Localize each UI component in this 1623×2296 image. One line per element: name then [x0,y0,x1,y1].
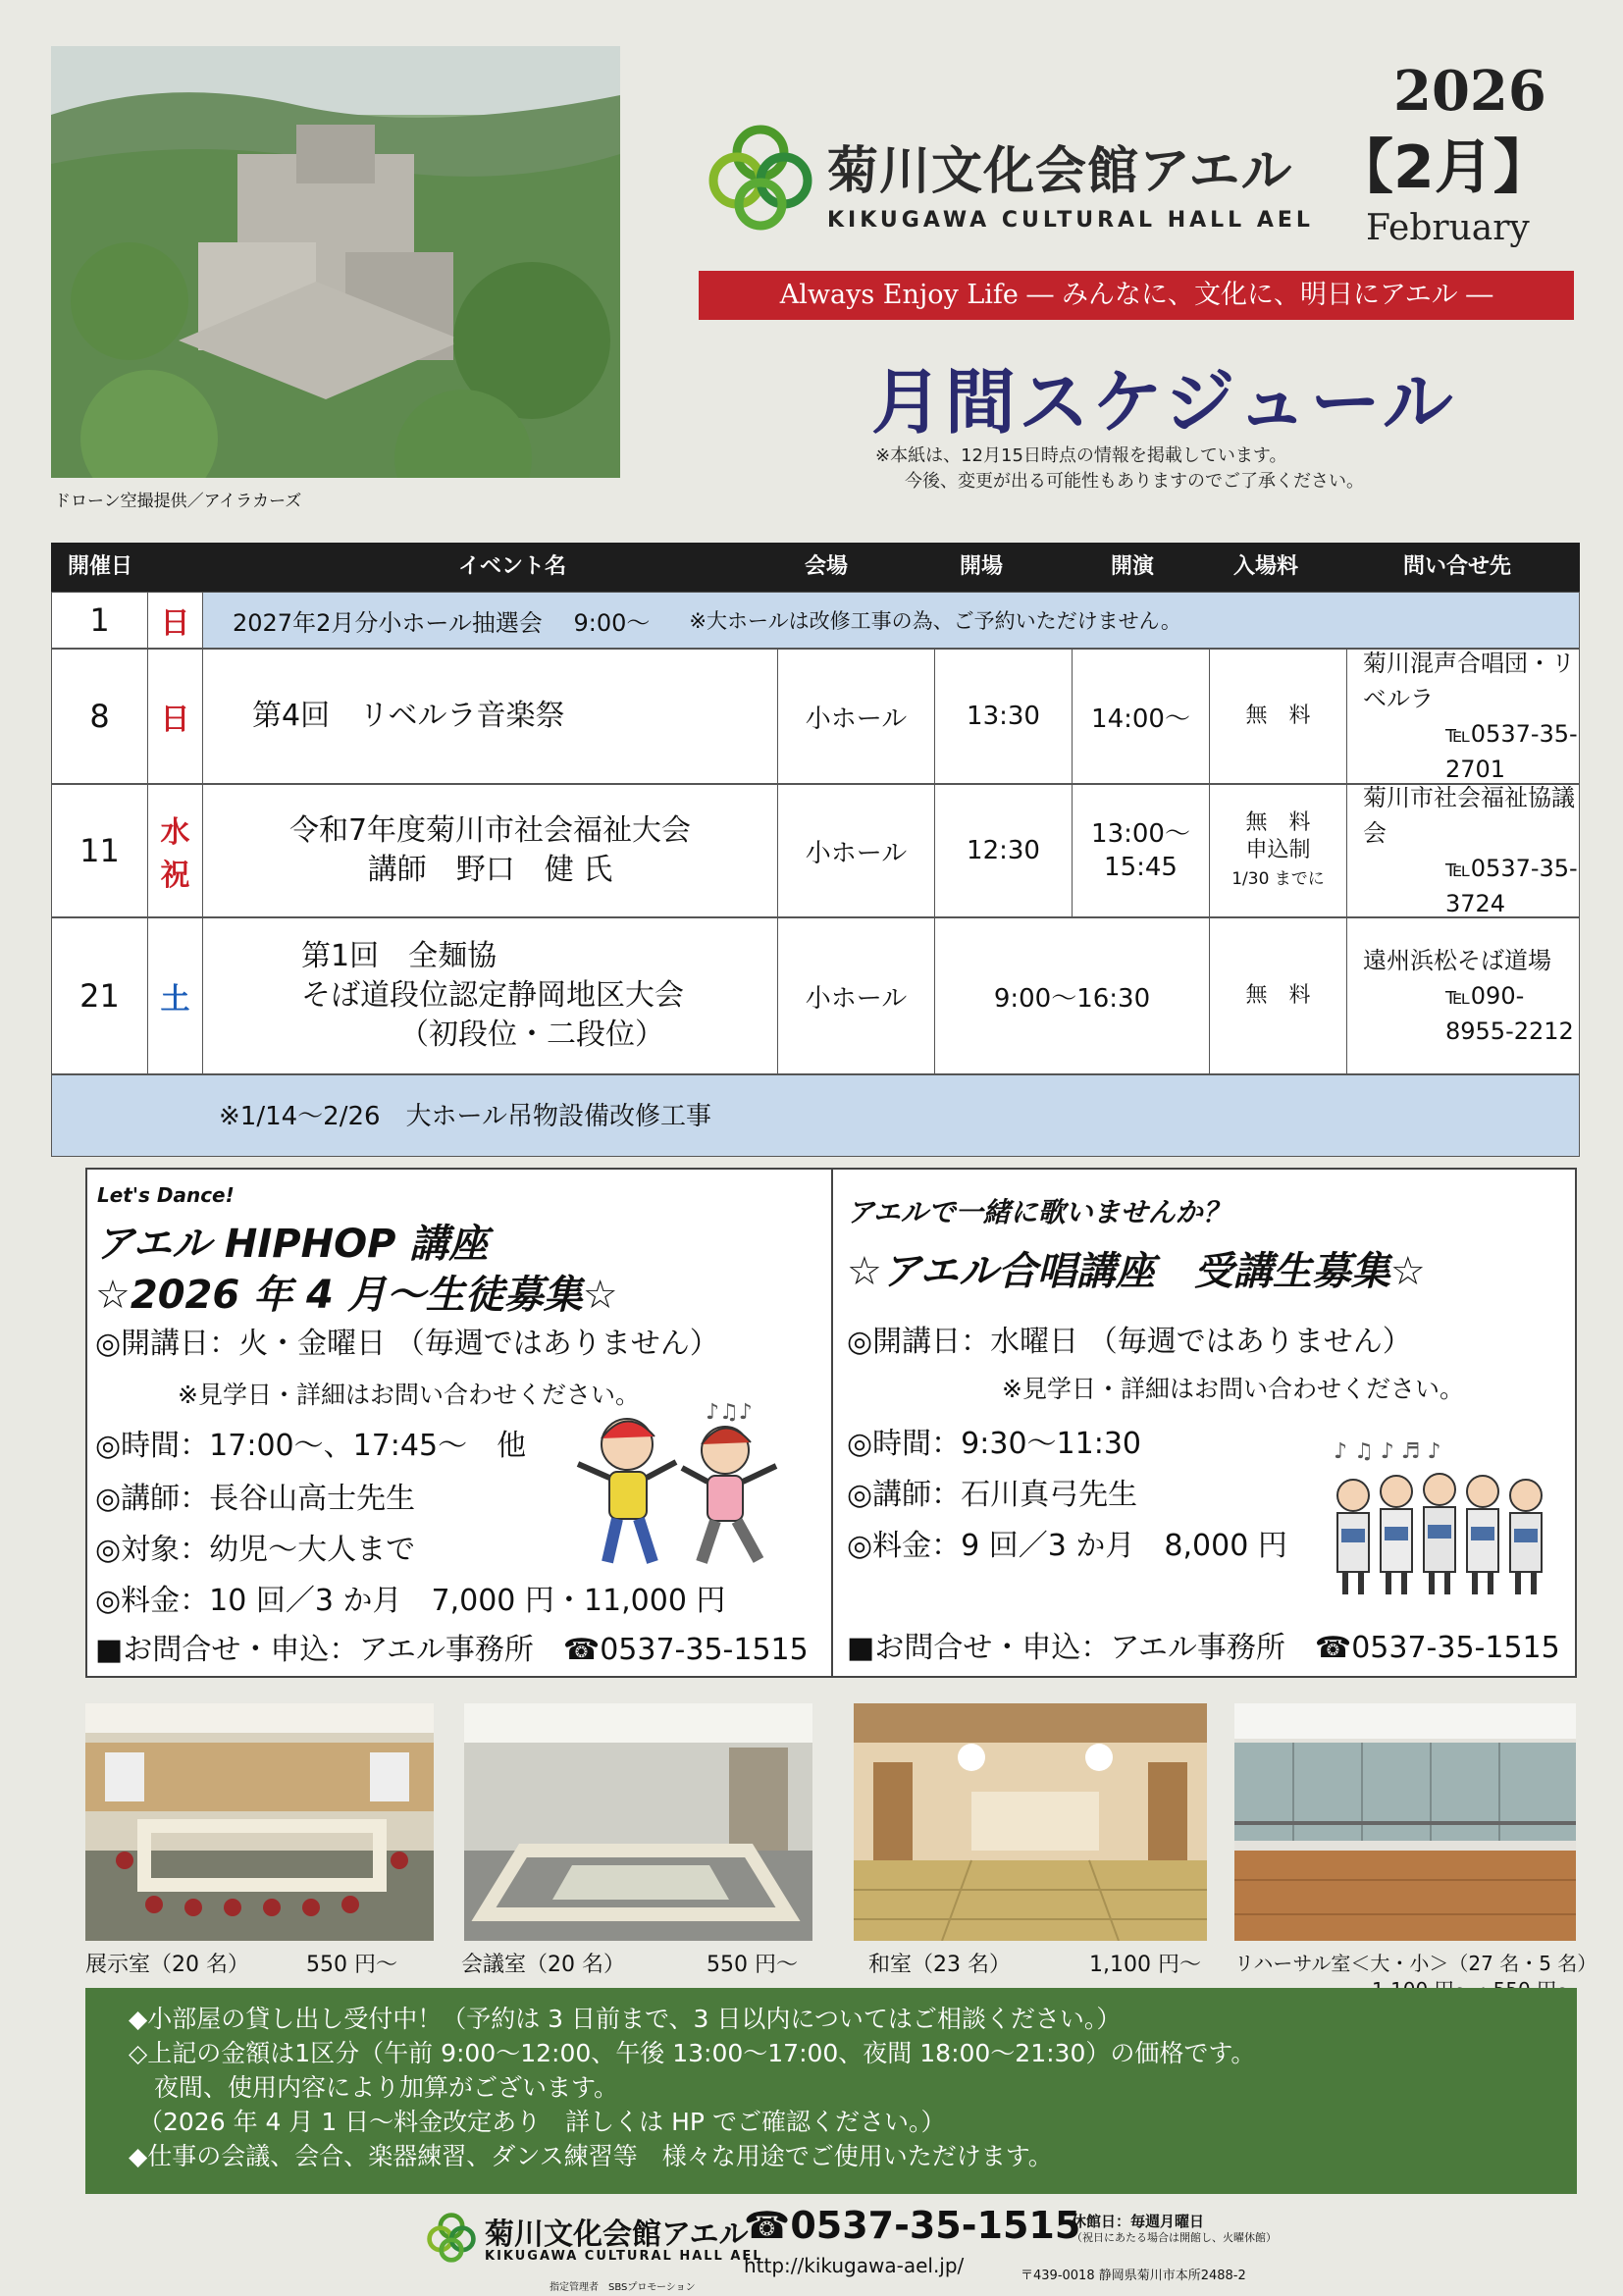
hall-name-en: KIKUGAWA CULTURAL HALL AEL [827,208,1314,233]
footer-designated-manager: 指定管理者 SBSプロモーション [550,2282,696,2293]
hall-aerial-photo [51,46,620,478]
room-name: 会議室（20 名） [461,1953,625,1977]
svg-text:♪ ♫ ♪ ♬ ♪: ♪ ♫ ♪ ♬ ♪ [1334,1439,1441,1464]
table-row [51,784,1580,917]
header-open: 開場 [959,554,1003,579]
event-weekday: 日 [160,606,190,641]
header-fee: 入場料 [1232,554,1298,579]
rental-info-line: ◆小部屋の貸し出し受付中！（予約は 3 日前まで、3 日以内についてはご相談ください。） [129,2005,1122,2033]
footer-hall-name-en: KIKUGAWA CULTURAL HALL AEL [485,2249,763,2264]
room-price: 550 円～ [707,1953,798,1977]
room-name: リハーサル室＜大・小＞（27 名・5 名） [1234,1952,1597,1975]
hiphop-target: ◎対象：幼児～大人まで [95,1533,416,1567]
hiphop-kicker: Let's Dance! [97,1183,235,1207]
event-name: 第1回 全麺協 [301,939,497,973]
event-open-time: 13:30 [967,702,1040,731]
construction-note: ※1/14～2/26 大ホール吊物設備改修工事 [51,1074,1580,1157]
hiphop-teacher: ◎講師：長谷山高士先生 [95,1482,416,1516]
hiphop-recruit-title: ☆2026 年 4 月～生徒募集☆ [95,1273,618,1318]
footer-phone[interactable]: ☎0537-35-1515 [744,2204,1081,2247]
dancers-illustration [558,1395,804,1572]
event-venue: 小ホール [805,838,908,868]
rental-info-line: ◇上記の金額は1区分（午前 9:00～12:00、午後 13:00～17:00、夜間 18:00～21:30）の価格です。 [129,2039,1256,2067]
event-weekday: 水 [160,815,190,850]
info-note-1: ※本紙は、12月15日時点の情報を掲載しています。 [875,445,1287,466]
contact-name: 菊川混声合唱団・リベルラ [1363,650,1575,712]
event-venue: 小ホール [805,983,908,1014]
event-name: 令和7年度菊川市社会福祉大会 [288,813,692,848]
hiphop-visit-note: ※見学日・詳細はお問い合わせください。 [178,1381,640,1409]
hiphop-days: ◎開講日：火・金曜日 （毎週ではありません） [95,1327,719,1361]
issue-year: 2026 [1393,59,1546,124]
choir-illustration [1324,1433,1559,1599]
hiphop-fee: ◎料金：10 回／3 か月 7,000 円・11,000 円 [95,1584,726,1618]
info-note-2: 今後、変更が出る可能性もありますのでご了承ください。 [905,471,1364,492]
event-speaker: 講師 野口 健 氏 [367,853,613,887]
room-price: 550 円～ [306,1953,397,1977]
event-day: 1 [89,601,110,639]
rehearsal-room-photo [1234,1703,1576,1941]
choir-contact: ■お問合せ・申込：アエル事務所 ☎0537-35-1515 [847,1631,1560,1665]
table-row [51,917,1580,1074]
hiphop-course [87,1170,831,1676]
header-date: 開催日 [67,554,132,579]
contact-name: 遠州浜松そば道場 [1363,947,1551,974]
slogan-banner: Always Enjoy Life ― みんなに、文化に、明日にアエル ― [699,271,1574,320]
event-start-time: 13:00～ [1091,819,1190,849]
room-name: 和室（23 名） [868,1953,1011,1977]
header-event: イベント名 [457,554,566,579]
event-fee: 無 料 [1245,983,1311,1008]
svg-text:♪♫♪: ♪♫♪ [706,1400,753,1425]
footer-logo-icon [424,2210,479,2265]
choir-kicker: アエルで一緒に歌いませんか？ [847,1196,1230,1228]
hiphop-contact: ■お問合せ・申込：アエル事務所 ☎0537-35-1515 [95,1633,809,1667]
event-open-time: 12:30 [967,836,1040,865]
event-name: 第4回 リベルラ音楽祭 [252,699,565,733]
footer-website-link[interactable]: http://kikugawa-ael.jp/ [744,2254,965,2277]
issue-month-en: February [1366,208,1530,248]
contact-tel: ℡090-8955-2212 [1445,982,1574,1045]
hiphop-time: ◎時間：17:00～、17:45～ 他 [95,1429,527,1463]
table-header [51,543,1580,592]
choir-time: ◎時間：9:30～11:30 [847,1427,1141,1461]
event-end-time: 15:45 [1104,853,1178,882]
event-note: ※大ホールは改修工事の為、ご予約いただけません。 [689,609,1181,633]
event-weekday: 土 [160,982,190,1017]
event-start-time: 14:00～ [1091,704,1190,734]
event-name: 2027年2月分小ホール抽選会 9:00～ [233,608,651,637]
event-day: 11 [79,832,120,869]
exhibition-room-photo [85,1703,434,1941]
rental-info-line: ◆仕事の会議、会合、楽器練習、ダンス練習等 様々な用途でご使用いただけます。 [129,2142,1053,2170]
choir-title: ☆アエル合唱講座 受講生募集☆ [847,1249,1426,1294]
event-time: 9:00～16:30 [993,983,1151,1014]
event-fee-deadline: 1/30 までに [1231,868,1325,889]
event-day: 8 [89,698,110,735]
footer-closed-note: （祝日にあたる場合は開館し、火曜休館） [1072,2231,1277,2244]
schedule-table [51,543,1580,1157]
room-price: 1,100 円～ [1089,1953,1201,1977]
footer-closed-days: 休館日：毎週月曜日 [1072,2213,1205,2230]
contact-tel: ℡0537-35-3724 [1445,855,1578,917]
ael-logo-icon [702,118,819,235]
table-row [51,592,1580,649]
header-venue: 会場 [804,554,848,579]
contact-name: 菊川市社会福祉協議会 [1363,784,1575,847]
header-contact: 問い合せ先 [1402,554,1511,579]
choir-days: ◎開講日：水曜日 （毎週ではありません） [847,1325,1412,1359]
event-fee-registration: 申込制 [1245,837,1311,862]
choir-visit-note: ※見学日・詳細はお問い合わせください。 [1002,1375,1464,1403]
event-fee: 無 料 [1245,809,1311,835]
rental-info-box [85,1988,1577,2194]
event-name-line3: （初段位・二段位） [399,1018,664,1052]
hall-name: 菊川文化会館アエル [827,142,1293,201]
meeting-room-photo [464,1703,812,1941]
table-row [51,649,1580,784]
room-name: 展示室（20 名） [85,1953,249,1977]
japanese-room-photo [854,1703,1207,1941]
hiphop-title: アエル HIPHOP 講座 [95,1222,489,1267]
page-title: 月間スケジュール [871,361,1456,444]
choir-course [833,1170,1577,1676]
choir-teacher: ◎講師：石川真弓先生 [847,1478,1138,1512]
event-name-line2: そば道段位認定静岡地区大会 [301,978,684,1013]
photo-credit: ドローン空撮提供／アイラカーズ [54,492,302,511]
course-panel [85,1168,1577,1678]
event-weekday: 日 [160,703,190,737]
contact-tel: ℡0537-35-2701 [1445,720,1578,783]
event-venue: 小ホール [805,704,908,734]
header-start: 開演 [1110,554,1154,579]
event-holiday: 祝 [160,859,190,893]
event-day: 21 [79,977,120,1015]
footer-address: 〒439-0018 静岡県菊川市本所2488-2 [1021,2269,1246,2283]
footer-hall-name: 菊川文化会館アエル [485,2218,749,2252]
rental-info-line: 夜間、使用内容により加算がございます。 [154,2073,619,2102]
event-fee: 無 料 [1245,704,1311,728]
issue-month: 【2月】 [1335,133,1552,202]
rental-info-line: （2026 年 4 月 1 日～料金改定あり 詳しくは HP でご確認ください。） [138,2108,946,2136]
choir-fee: ◎料金：9 回／3 か月 8,000 円 [847,1529,1287,1563]
